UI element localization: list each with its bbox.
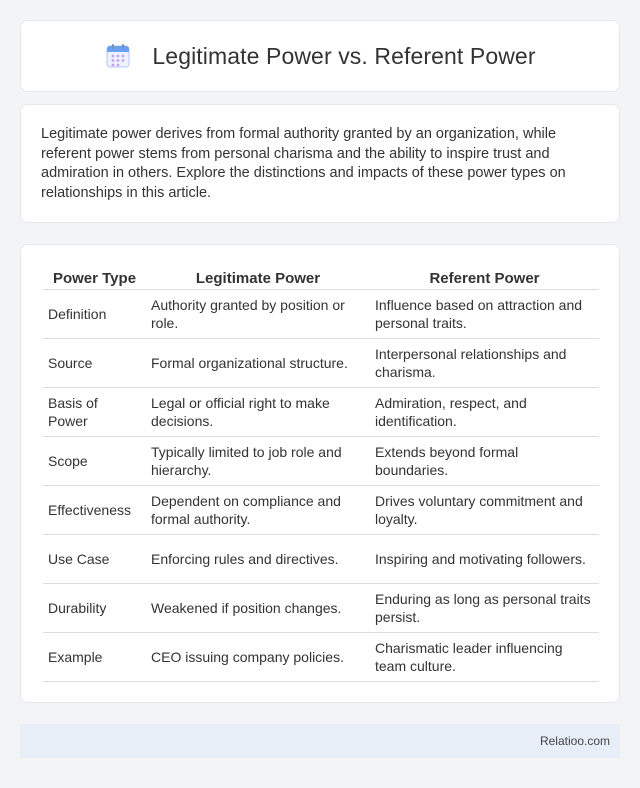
page-title: Legitimate Power vs. Referent Power — [152, 42, 536, 69]
calendar-icon — [104, 42, 132, 70]
table-row — [43, 584, 599, 633]
comparison-table — [43, 265, 599, 682]
referent-cell: Influence based on attraction and personal traits. — [370, 290, 599, 339]
legitimate-cell: Dependent on compliance and formal authority. — [146, 486, 370, 535]
referent-cell: Drives voluntary commitment and loyalty. — [370, 486, 599, 535]
referent-cell: Admiration, respect, and identification. — [370, 388, 599, 437]
row-label: Definition — [43, 290, 146, 339]
table-row — [43, 486, 599, 535]
row-label: Durability — [43, 584, 146, 633]
referent-cell: Inspiring and motivating followers. — [370, 535, 599, 584]
intro-card — [20, 104, 620, 223]
table-row — [43, 290, 599, 339]
footer — [20, 724, 620, 758]
row-label: Source — [43, 339, 146, 388]
table-row — [43, 437, 599, 486]
table-row — [43, 535, 599, 584]
referent-cell: Extends beyond formal boundaries. — [370, 437, 599, 486]
referent-cell: Enduring as long as personal traits persist. — [370, 584, 599, 633]
row-label: Basis of Power — [43, 388, 146, 437]
referent-cell: Charismatic leader influencing team culture. — [370, 633, 599, 682]
header-power-type: Power Type — [43, 265, 146, 290]
row-label: Use Case — [43, 535, 146, 584]
footer-site-link[interactable]: Relatioo.com — [539, 734, 610, 748]
table-row — [43, 388, 599, 437]
legitimate-cell: Enforcing rules and directives. — [146, 535, 370, 584]
row-label: Example — [43, 633, 146, 682]
comparison-table-card — [20, 244, 620, 703]
header-legitimate-power: Legitimate Power — [146, 265, 370, 290]
row-label: Effectiveness — [43, 486, 146, 535]
legitimate-cell: Legal or official right to make decisions. — [146, 388, 370, 437]
legitimate-cell: Formal organizational structure. — [146, 339, 370, 388]
legitimate-cell: CEO issuing company policies. — [146, 633, 370, 682]
table-header-row — [43, 265, 599, 290]
intro-text: Legitimate power derives from formal authority granted by an organization, while referent power stems from personal charisma and the ability to inspire trust and admiration in others. Explore the distinctions and impacts of these power types on relationships in this article. — [41, 126, 566, 201]
table-row — [43, 633, 599, 682]
legitimate-cell: Weakened if position changes. — [146, 584, 370, 633]
title-wrap — [104, 42, 535, 70]
header-referent-power: Referent Power — [370, 265, 599, 290]
header-card — [20, 20, 620, 92]
legitimate-cell: Authority granted by position or role. — [146, 290, 370, 339]
referent-cell: Interpersonal relationships and charisma. — [370, 339, 599, 388]
row-label: Scope — [43, 437, 146, 486]
legitimate-cell: Typically limited to job role and hierarchy. — [146, 437, 370, 486]
table-row — [43, 339, 599, 388]
